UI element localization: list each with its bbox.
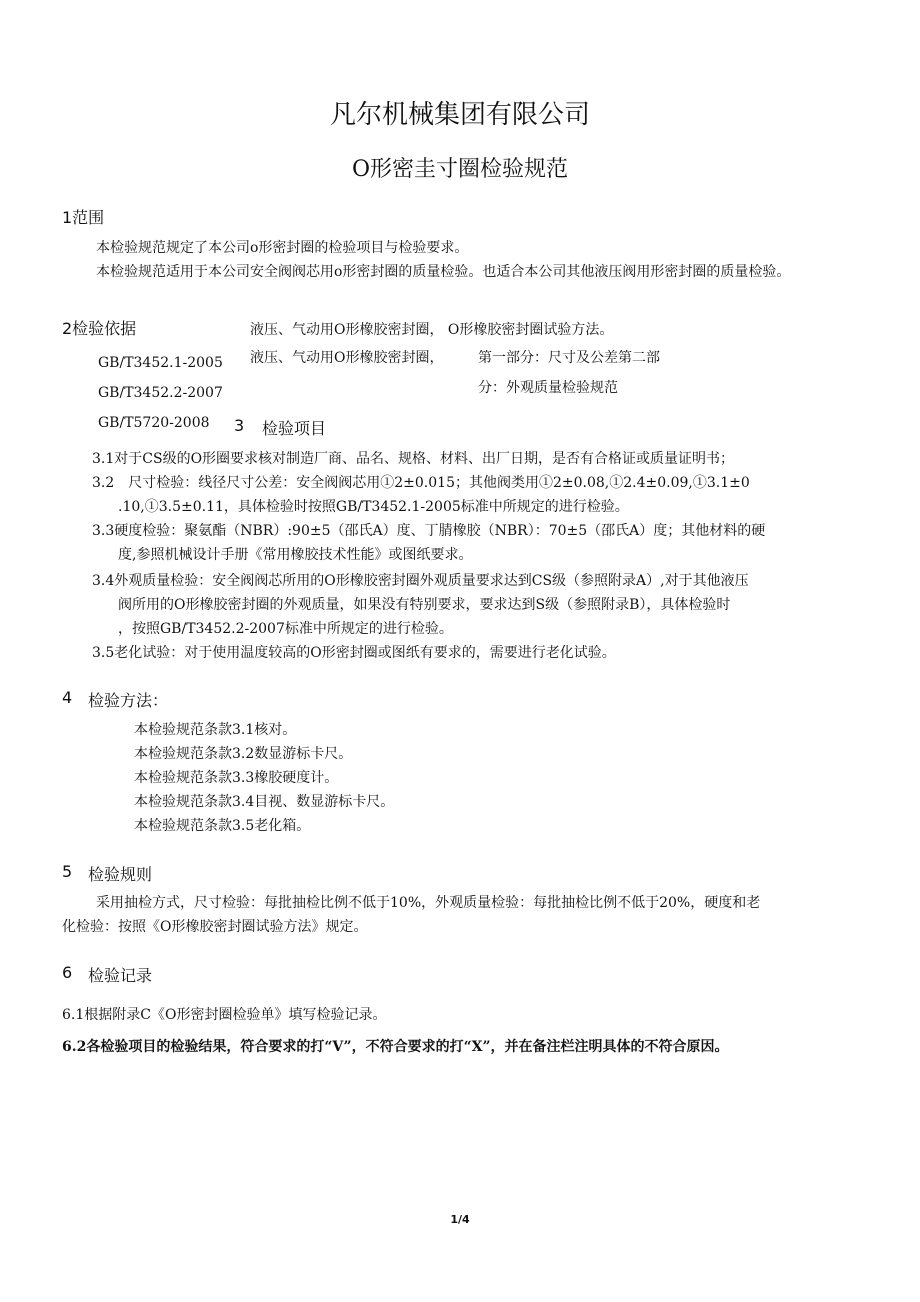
item-3-1: 3.1对于CS级的O形圈要求核对制造厂商、品名、规格、材料、出厂日期，是否有合格证或质量证明书； <box>92 451 735 467</box>
item-3-4-line-2: 阀所用的O形橡胶密封圈的外观质量，如果没有特别要求，要求达到S级（参照附录B），具体检验时 <box>118 597 731 613</box>
section-1-paragraph-2: 本检验规范适用于本公司安全阀阀芯用o形密封圈的质量检验。也适合本公司其他液压阀用形密封圈的质量检验。 <box>96 264 791 280</box>
item-3-3-line-2: 度,参照机械设计手册《常用橡胶技术性能》或图纸要求。 <box>118 547 473 563</box>
item-3-4-line-3: ，按照GB/T3452.2-2007标准中所规定的进行检验。 <box>118 621 453 637</box>
standard-code-1: GB/T3452.1-2005 <box>98 355 223 371</box>
method-item: 本检验规范条款3.2数显游标卡尺。 <box>134 746 353 762</box>
item-3-2-line-1: 3.2 尺寸检验：线径尺寸公差：安全阀阀芯用①2±0.015；其他阀类用①2±0.08,①2.4±0.09,①3.1±0 <box>92 475 750 491</box>
item-6-1: 6.1根据附录C《O形密封圈检验单》填写检验记录。 <box>62 1007 387 1023</box>
section-3-number: 3 <box>234 416 245 435</box>
item-6-2: 6.2各检验项目的检验结果，符合要求的打“V”，不符合要求的打“X”，并在备注栏注明具体的不符合原因。 <box>62 1039 729 1055</box>
section-5-heading: 检验规则 <box>88 865 153 884</box>
section-5-line-2: 化检验：按照《O形橡胶密封圈试验方法》规定。 <box>62 919 368 935</box>
method-item: 本检验规范条款3.3橡胶硬度计。 <box>134 770 339 786</box>
section-6-heading: 检验记录 <box>88 966 153 985</box>
section-3-heading: 检验项目 <box>262 419 327 438</box>
standard-description-2: 液压、气动用O形橡胶密封圈， <box>250 350 444 366</box>
section-4-number: 4 <box>62 688 73 707</box>
section-5-line-1: 采用抽检方式，尺寸检验：每批抽检比例不低于10%，外观质量检验：每批抽检比例不低于20%，硬度和老 <box>96 895 761 911</box>
standard-code-2: GB/T3452.2-2007 <box>98 385 223 401</box>
standard-code-3: GB/T5720-2008 <box>98 415 210 431</box>
standard-description-1: 液压、气动用O形橡胶密封圈， O形橡胶密封圈试验方法。 <box>250 322 614 338</box>
document-title: O形密圭寸圈检验规范 <box>351 157 569 182</box>
item-3-5: 3.5老化试验：对于使用温度较高的O形密封圈或图纸有要求的，需要进行老化试验。 <box>92 645 616 661</box>
item-3-3-line-1: 3.3硬度检验：聚氨酯（NBR）:90±5（邵氏A）度、丁腈橡胶（NBR）：70±5（邵氏A）度；其他材料的硬 <box>92 523 766 539</box>
section-1-heading: 1范围 <box>62 208 105 227</box>
section-6-number: 6 <box>62 963 73 982</box>
item-3-2-line-2: .10,①3.5±0.11，具体检验时按照GB/T3452.1-2005标准中所规定的进行检验。 <box>118 499 629 515</box>
standard-description-3: 第一部分：尺寸及公差第二部 <box>478 350 660 366</box>
method-item: 本检验规范条款3.5老化箱。 <box>134 818 311 834</box>
section-5-number: 5 <box>62 862 73 881</box>
section-1-paragraph-1: 本检验规范规定了本公司o形密封圈的检验项目与检验要求。 <box>96 240 469 256</box>
section-2-heading: 2检验依据 <box>62 319 137 338</box>
method-item: 本检验规范条款3.1核对。 <box>134 722 297 738</box>
page-number: 1/4 <box>450 1213 470 1226</box>
standard-description-4: 分：外观质量检验规范 <box>478 380 618 396</box>
method-item: 本检验规范条款3.4目视、数显游标卡尺。 <box>134 794 395 810</box>
item-3-4-line-1: 3.4外观质量检验：安全阀阀芯所用的O形橡胶密封圈外观质量要求达到CS级（参照附录A）,对于其他液压 <box>92 573 749 589</box>
company-name: 凡尔机械集团有限公司 <box>329 100 590 130</box>
section-4-heading: 检验方法： <box>88 691 169 710</box>
